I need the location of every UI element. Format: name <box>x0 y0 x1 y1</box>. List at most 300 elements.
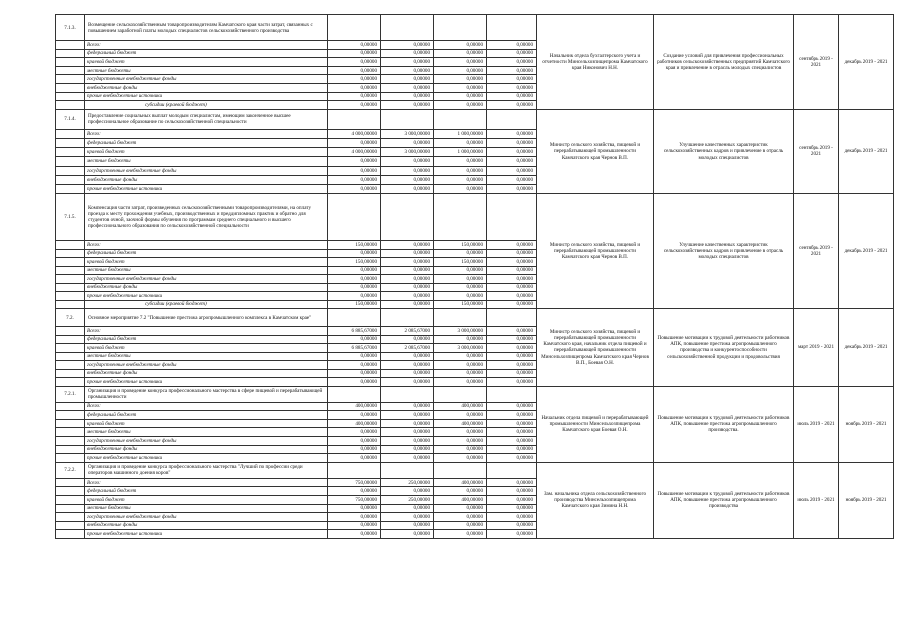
empty-cell <box>56 166 85 175</box>
amount-cell: 0,00000 <box>381 138 434 147</box>
amount-cell: 0,00000 <box>434 454 487 463</box>
amount-cell: 0,00000 <box>328 166 381 175</box>
amount-cell: 0,00000 <box>434 175 487 184</box>
block-title: Предоставление социальных выплат молодым специалистам, имеющим законченное высшее профессиональное образование по сельскохозяйственной специальности <box>85 109 328 129</box>
amount-cell: 0,00000 <box>434 283 487 292</box>
amount-cell: 0,00000 <box>381 283 434 292</box>
amount-cell: 250,00000 <box>381 478 434 487</box>
amount-cell: 0,00000 <box>487 487 537 496</box>
amount-cell: 0,00000 <box>381 83 434 92</box>
amount-cell: 0,00000 <box>381 402 434 411</box>
amount-cell: 0,00000 <box>434 41 487 50</box>
amount-cell: 0,00000 <box>381 66 434 75</box>
amount-cell: 0,00000 <box>434 361 487 370</box>
amount-cell: 0,00000 <box>328 445 381 454</box>
empty-cell <box>328 109 381 129</box>
empty-cell <box>56 402 85 411</box>
start-date: сентябрь 2019 - 2021 <box>794 194 839 309</box>
empty-cell <box>56 369 85 378</box>
amount-cell: 0,00000 <box>487 166 537 175</box>
empty-cell <box>381 109 434 129</box>
empty-cell <box>434 386 487 402</box>
block-heading-row <box>56 386 894 402</box>
amount-cell: 0,00000 <box>487 175 537 184</box>
empty-cell <box>56 335 85 344</box>
empty-cell <box>56 292 85 301</box>
amount-cell: 0,00000 <box>487 445 537 454</box>
amount-cell: 0,00000 <box>487 83 537 92</box>
empty-cell <box>56 41 85 50</box>
amount-cell: 0,00000 <box>381 361 434 370</box>
amount-cell: 0,00000 <box>434 101 487 110</box>
amount-cell: 0,00000 <box>487 75 537 84</box>
end-date: декабрь 2019 - 2021 <box>839 15 894 110</box>
budget-label: местные бюджеты <box>85 266 328 275</box>
expected-result: Улучшение качественных характеристик сельскохозяйственных кадров и привлечение в отрасль молодых специалистов <box>654 194 794 309</box>
amount-cell: 0,00000 <box>487 300 537 309</box>
block-heading-row <box>56 309 894 327</box>
empty-cell <box>56 138 85 147</box>
amount-cell: 0,00000 <box>328 83 381 92</box>
amount-cell: 0,00000 <box>328 175 381 184</box>
budget-label: государственные внебюджетные фонды <box>85 513 328 522</box>
block-title: Основное мероприятие 7.2 "Повышение престижа агропромышленного комплекса в Камчатском крае" <box>85 309 328 327</box>
budget-label: федеральный бюджет <box>85 138 328 147</box>
amount-cell: 0,00000 <box>487 495 537 504</box>
block-title: Организация и проведение конкурса профессионального мастерства в сфере пищевой и перерабатывающей промышленности <box>85 386 328 402</box>
amount-cell: 0,00000 <box>434 92 487 101</box>
amount-cell: 0,00000 <box>487 157 537 166</box>
block-code: 7.1.3. <box>56 15 85 41</box>
empty-cell <box>434 194 487 241</box>
amount-cell: 0,00000 <box>381 58 434 67</box>
amount-cell: 150,00000 <box>328 241 381 250</box>
amount-cell: 0,00000 <box>381 513 434 522</box>
empty-cell <box>56 411 85 420</box>
amount-cell: 0,00000 <box>381 487 434 496</box>
end-date: декабрь 2019 - 2021 <box>839 194 894 309</box>
amount-cell: 400,00000 <box>434 402 487 411</box>
amount-cell: 0,00000 <box>328 361 381 370</box>
budget-label: федеральный бюджет <box>85 249 328 258</box>
amount-cell: 150,00000 <box>328 300 381 309</box>
empty-cell <box>328 386 381 402</box>
amount-cell: 0,00000 <box>381 352 434 361</box>
budget-label: внебюджетные фонды <box>85 369 328 378</box>
start-date: сентябрь 2019 - 2021 <box>794 109 839 193</box>
budget-label: прочие внебюджетные источники <box>85 292 328 301</box>
responsible-executor: Министр сельского хозяйства, пищевой и перерабатывающей промышленности Камчатского края, начальник отдела пищевой и перерабатывающей промышленности Минсельхозпищепрома Камчатского края Чернов В.П., Боевая О.Н. <box>537 309 654 387</box>
block-heading-row <box>56 194 894 241</box>
amount-cell: 0,00000 <box>381 241 434 250</box>
amount-cell: 0,00000 <box>487 411 537 420</box>
amount-cell: 150,00000 <box>328 258 381 267</box>
empty-cell <box>56 75 85 84</box>
block-heading-row <box>56 15 894 41</box>
start-date: июль 2019 - 2021 <box>794 386 839 462</box>
budget-label: краевой бюджет <box>85 258 328 267</box>
amount-cell: 0,00000 <box>434 166 487 175</box>
amount-cell: 0,00000 <box>487 327 537 336</box>
amount-cell: 0,00000 <box>487 129 537 138</box>
amount-cell: 0,00000 <box>434 445 487 454</box>
amount-cell: 0,00000 <box>328 521 381 530</box>
amount-cell: 0,00000 <box>434 266 487 275</box>
amount-cell: 0,00000 <box>381 428 434 437</box>
amount-cell: 0,00000 <box>487 49 537 58</box>
amount-cell: 0,00000 <box>434 436 487 445</box>
amount-cell: 3 000,00000 <box>381 129 434 138</box>
amount-cell: 0,00000 <box>328 75 381 84</box>
amount-cell: 0,00000 <box>487 521 537 530</box>
end-date: декабрь 2019 - 2021 <box>839 309 894 387</box>
amount-cell: 0,00000 <box>381 530 434 539</box>
amount-cell: 0,00000 <box>487 58 537 67</box>
amount-cell: 0,00000 <box>434 369 487 378</box>
amount-cell: 0,00000 <box>381 300 434 309</box>
empty-cell <box>56 184 85 193</box>
empty-cell <box>56 83 85 92</box>
amount-cell: 0,00000 <box>328 249 381 258</box>
amount-cell: 1 000,00000 <box>434 148 487 157</box>
amount-cell: 0,00000 <box>487 419 537 428</box>
expected-result: Повышение мотивации к трудовой деятельности работников АПК, повышение престижа агропромышленного производства и конкурентоспособности сельскохозяйственной продукции и продовольствия <box>654 309 794 387</box>
amount-cell: 0,00000 <box>328 513 381 522</box>
amount-cell: 0,00000 <box>487 241 537 250</box>
amount-cell: 750,00000 <box>328 495 381 504</box>
amount-cell: 0,00000 <box>434 58 487 67</box>
budget-label: государственные внебюджетные фонды <box>85 361 328 370</box>
block-code: 7.2.2. <box>56 462 85 478</box>
empty-cell <box>56 266 85 275</box>
amount-cell: 0,00000 <box>381 275 434 284</box>
budget-label: местные бюджеты <box>85 157 328 166</box>
empty-cell <box>487 386 537 402</box>
empty-cell <box>56 344 85 353</box>
budget-label: краевой бюджет <box>85 58 328 67</box>
amount-cell: 0,00000 <box>487 378 537 387</box>
start-date: июль 2019 - 2021 <box>794 462 839 538</box>
amount-cell: 0,00000 <box>434 352 487 361</box>
empty-cell <box>381 386 434 402</box>
amount-cell: 400,00000 <box>434 478 487 487</box>
budget-label: внебюджетные фонды <box>85 175 328 184</box>
budget-label: Всего: <box>85 241 328 250</box>
amount-cell: 0,00000 <box>381 378 434 387</box>
expected-result: Повышение мотивации к трудовой деятельности работников АПК, повышение престижа агропромышленного производства. <box>654 386 794 462</box>
empty-cell <box>381 194 434 241</box>
empty-cell <box>56 148 85 157</box>
amount-cell: 0,00000 <box>487 428 537 437</box>
amount-cell: 0,00000 <box>434 487 487 496</box>
empty-cell <box>56 129 85 138</box>
amount-cell: 0,00000 <box>381 445 434 454</box>
amount-cell: 0,00000 <box>328 411 381 420</box>
empty-cell <box>434 309 487 327</box>
amount-cell: 6 885,67000 <box>328 344 381 353</box>
amount-cell: 0,00000 <box>434 378 487 387</box>
expected-result: Создание условий для привлечения профессиональных работников сельскохозяйственных предприятий Камчатского края и привлечение в отрасль молодых специалистов <box>654 15 794 110</box>
amount-cell: 0,00000 <box>434 513 487 522</box>
empty-cell <box>487 309 537 327</box>
budget-label: местные бюджеты <box>85 352 328 361</box>
budget-label: краевой бюджет <box>85 419 328 428</box>
amount-cell: 0,00000 <box>381 184 434 193</box>
budget-label: государственные внебюджетные фонды <box>85 275 328 284</box>
amount-cell: 0,00000 <box>328 335 381 344</box>
budget-label: Всего: <box>85 402 328 411</box>
budget-label: местные бюджеты <box>85 504 328 513</box>
block-title: Возмещение сельскохозяйственным товаропроизводителям Камчатского края части затрат, связанных с повышением заработной платы молодых специалистов сельскохозяйственного производства <box>85 15 328 41</box>
amount-cell: 3 000,00000 <box>434 327 487 336</box>
empty-cell <box>381 309 434 327</box>
empty-cell <box>487 462 537 478</box>
empty-cell <box>56 258 85 267</box>
amount-cell: 0,00000 <box>487 41 537 50</box>
budget-label: государственные внебюджетные фонды <box>85 166 328 175</box>
empty-cell <box>56 378 85 387</box>
amount-cell: 3 000,00000 <box>434 344 487 353</box>
amount-cell: 0,00000 <box>381 49 434 58</box>
amount-cell: 0,00000 <box>381 166 434 175</box>
amount-cell: 0,00000 <box>328 58 381 67</box>
budget-label: федеральный бюджет <box>85 49 328 58</box>
end-date: декабрь 2019 - 2021 <box>839 109 894 193</box>
amount-cell: 0,00000 <box>487 66 537 75</box>
block-code: 7.2. <box>56 309 85 327</box>
amount-cell: 0,00000 <box>487 249 537 258</box>
amount-cell: 0,00000 <box>487 344 537 353</box>
end-date: ноябрь 2019 - 2021 <box>839 386 894 462</box>
amount-cell: 0,00000 <box>487 335 537 344</box>
amount-cell: 0,00000 <box>434 275 487 284</box>
amount-cell: 0,00000 <box>487 184 537 193</box>
empty-cell <box>56 157 85 166</box>
amount-cell: 0,00000 <box>328 49 381 58</box>
amount-cell: 150,00000 <box>434 300 487 309</box>
budget-label: прочие внебюджетные источники <box>85 92 328 101</box>
amount-cell: 0,00000 <box>381 249 434 258</box>
amount-cell: 0,00000 <box>328 352 381 361</box>
empty-cell <box>56 513 85 522</box>
amount-cell: 0,00000 <box>328 504 381 513</box>
amount-cell: 400,00000 <box>328 419 381 428</box>
amount-cell: 4 000,00000 <box>328 148 381 157</box>
amount-cell: 0,00000 <box>487 275 537 284</box>
program-table <box>55 14 894 539</box>
amount-cell: 4 000,00000 <box>328 129 381 138</box>
amount-cell: 0,00000 <box>328 184 381 193</box>
amount-cell: 750,00000 <box>328 478 381 487</box>
amount-cell: 0,00000 <box>434 530 487 539</box>
budget-label: местные бюджеты <box>85 66 328 75</box>
amount-cell: 0,00000 <box>487 101 537 110</box>
budget-label: федеральный бюджет <box>85 335 328 344</box>
empty-cell <box>56 249 85 258</box>
budget-label: краевой бюджет <box>85 344 328 353</box>
empty-cell <box>328 309 381 327</box>
block-heading-row <box>56 462 894 478</box>
amount-cell: 0,00000 <box>487 361 537 370</box>
expected-result: Повышение мотивации к трудовой деятельности работников АПК, повышение престижа агропромышленного производства <box>654 462 794 538</box>
empty-cell <box>381 462 434 478</box>
amount-cell: 0,00000 <box>328 378 381 387</box>
amount-cell: 0,00000 <box>328 292 381 301</box>
empty-cell <box>56 487 85 496</box>
budget-label: прочие внебюджетные источники <box>85 530 328 539</box>
amount-cell: 0,00000 <box>381 436 434 445</box>
amount-cell: 0,00000 <box>487 504 537 513</box>
amount-cell: 0,00000 <box>487 138 537 147</box>
amount-cell: 0,00000 <box>434 411 487 420</box>
amount-cell: 0,00000 <box>381 258 434 267</box>
block-title: Компенсация части затрат, произведенных сельскохозяйственными товаропроизводителями, на оплату проезда к месту прохождения учебных, производственных и преддипломных практик и обратно для студентов очной, заочной формы обучения по программам среднего специального и высшего профессионального образования по сельскохозяйственной специальности <box>85 194 328 241</box>
budget-label: Всего: <box>85 478 328 487</box>
amount-cell: 2 085,67000 <box>381 344 434 353</box>
amount-cell: 0,00000 <box>328 266 381 275</box>
responsible-executor: Министр сельского хозяйства, пищевой и перерабатывающей промышленности Камчатского края Чернов В.П. <box>537 109 654 193</box>
empty-cell <box>328 462 381 478</box>
empty-cell <box>56 478 85 487</box>
amount-cell: 0,00000 <box>434 249 487 258</box>
start-date: март 2019 - 2021 <box>794 309 839 387</box>
budget-label: внебюджетные фонды <box>85 283 328 292</box>
amount-cell: 400,00000 <box>434 419 487 428</box>
amount-cell: 0,00000 <box>381 335 434 344</box>
budget-label: прочие внебюджетные источники <box>85 378 328 387</box>
amount-cell: 0,00000 <box>328 530 381 539</box>
amount-cell: 0,00000 <box>487 513 537 522</box>
amount-cell: 0,00000 <box>381 292 434 301</box>
amount-cell: 0,00000 <box>328 428 381 437</box>
amount-cell: 2 085,67000 <box>381 327 434 336</box>
amount-cell: 0,00000 <box>434 49 487 58</box>
empty-cell <box>434 462 487 478</box>
amount-cell: 0,00000 <box>328 487 381 496</box>
empty-cell <box>487 194 537 241</box>
amount-cell: 0,00000 <box>487 402 537 411</box>
amount-cell: 0,00000 <box>487 92 537 101</box>
empty-cell <box>56 436 85 445</box>
amount-cell: 0,00000 <box>487 292 537 301</box>
empty-cell <box>56 327 85 336</box>
amount-cell: 0,00000 <box>487 283 537 292</box>
amount-cell: 0,00000 <box>381 175 434 184</box>
amount-cell: 0,00000 <box>487 258 537 267</box>
amount-cell: 0,00000 <box>434 83 487 92</box>
empty-cell <box>328 194 381 241</box>
amount-cell: 0,00000 <box>487 478 537 487</box>
empty-cell <box>56 275 85 284</box>
budget-label: прочие внебюджетные источники <box>85 184 328 193</box>
budget-label: Всего: <box>85 41 328 50</box>
amount-cell: 0,00000 <box>434 292 487 301</box>
amount-cell: 0,00000 <box>328 92 381 101</box>
block-code: 7.1.4. <box>56 109 85 129</box>
budget-label: внебюджетные фонды <box>85 83 328 92</box>
amount-cell: 0,00000 <box>328 283 381 292</box>
amount-cell: 0,00000 <box>381 419 434 428</box>
amount-cell: 0,00000 <box>381 411 434 420</box>
amount-cell: 0,00000 <box>381 521 434 530</box>
amount-cell: 3 000,00000 <box>381 148 434 157</box>
amount-cell: 0,00000 <box>487 454 537 463</box>
budget-label: внебюджетные фонды <box>85 445 328 454</box>
empty-cell <box>56 445 85 454</box>
amount-cell: 6 885,67000 <box>328 327 381 336</box>
responsible-executor: Министр сельского хозяйства, пищевой и перерабатывающей промышленности Камчатского края Чернов В.П. <box>537 194 654 309</box>
amount-cell: 0,00000 <box>381 41 434 50</box>
empty-cell <box>56 428 85 437</box>
responsible-executor: Начальник отдела бухгалтерского учета и отчетности Минсельхозпищепрома Камчатского края Никонович Н.Н. <box>537 15 654 110</box>
subsidy-label: субсидии (краевой бюджет) <box>85 101 328 110</box>
budget-label: местные бюджеты <box>85 428 328 437</box>
amount-cell: 150,00000 <box>434 258 487 267</box>
table-body <box>56 15 894 539</box>
empty-cell <box>56 283 85 292</box>
amount-cell: 0,00000 <box>381 92 434 101</box>
empty-cell <box>487 109 537 129</box>
empty-cell <box>381 15 434 41</box>
empty-cell <box>56 361 85 370</box>
amount-cell: 150,00000 <box>434 241 487 250</box>
amount-cell: 0,00000 <box>434 184 487 193</box>
budget-label: внебюджетные фонды <box>85 521 328 530</box>
amount-cell: 250,00000 <box>381 495 434 504</box>
amount-cell: 0,00000 <box>328 369 381 378</box>
amount-cell: 0,00000 <box>434 157 487 166</box>
amount-cell: 400,00000 <box>328 402 381 411</box>
budget-label: Всего: <box>85 129 328 138</box>
amount-cell: 0,00000 <box>381 75 434 84</box>
amount-cell: 0,00000 <box>487 369 537 378</box>
budget-label: прочие внебюджетные источники <box>85 454 328 463</box>
amount-cell: 0,00000 <box>434 66 487 75</box>
empty-cell <box>56 504 85 513</box>
amount-cell: 0,00000 <box>381 157 434 166</box>
amount-cell: 400,00000 <box>434 495 487 504</box>
empty-cell <box>56 101 85 110</box>
empty-cell <box>328 15 381 41</box>
budget-label: федеральный бюджет <box>85 487 328 496</box>
amount-cell: 0,00000 <box>434 75 487 84</box>
start-date: сентябрь 2019 - 2021 <box>794 15 839 110</box>
empty-cell <box>56 419 85 428</box>
amount-cell: 0,00000 <box>487 266 537 275</box>
amount-cell: 0,00000 <box>434 335 487 344</box>
empty-cell <box>56 352 85 361</box>
empty-cell <box>56 58 85 67</box>
amount-cell: 0,00000 <box>381 369 434 378</box>
amount-cell: 1 000,00000 <box>434 129 487 138</box>
empty-cell <box>56 495 85 504</box>
amount-cell: 0,00000 <box>381 454 434 463</box>
amount-cell: 0,00000 <box>328 275 381 284</box>
amount-cell: 0,00000 <box>434 521 487 530</box>
empty-cell <box>56 241 85 250</box>
responsible-executor: Начальник отдела пищевой и перерабатывающей промышленности Минсельхозпищепрома Камчатского края Боевая О.Н. <box>537 386 654 462</box>
amount-cell: 0,00000 <box>381 101 434 110</box>
end-date: ноябрь 2019 - 2021 <box>839 462 894 538</box>
amount-cell: 0,00000 <box>487 436 537 445</box>
budget-label: краевой бюджет <box>85 148 328 157</box>
amount-cell: 0,00000 <box>328 41 381 50</box>
empty-cell <box>56 66 85 75</box>
empty-cell <box>56 454 85 463</box>
amount-cell: 0,00000 <box>328 138 381 147</box>
block-code: 7.2.1. <box>56 386 85 402</box>
budget-label: государственные внебюджетные фонды <box>85 75 328 84</box>
